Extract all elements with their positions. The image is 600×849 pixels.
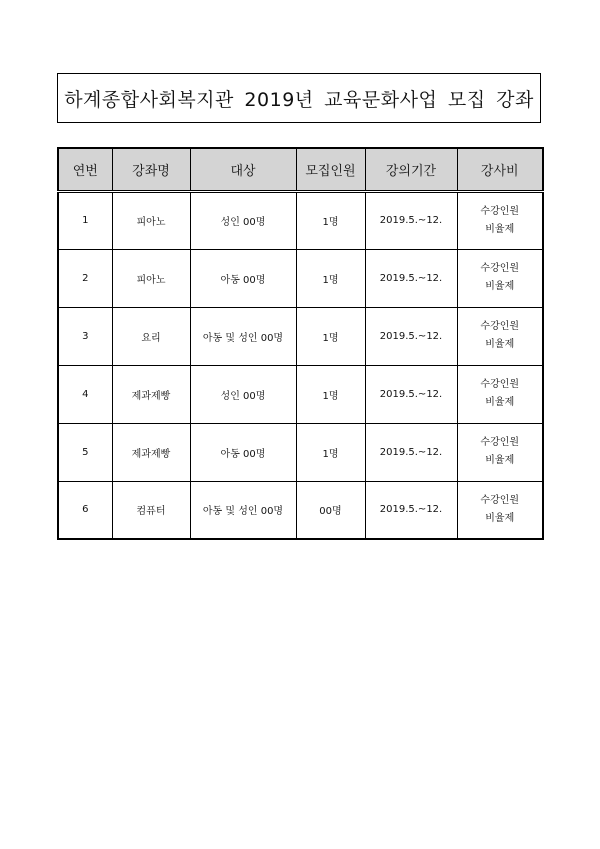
- cell-course: 요리: [112, 307, 190, 365]
- fee-line-2: 비율제: [485, 339, 515, 350]
- table-row: [58, 307, 543, 365]
- cell-course: 피아노: [112, 191, 190, 249]
- header-capacity: 모집인원: [296, 148, 365, 191]
- fee-line-1: 수강인원: [480, 379, 520, 390]
- course-table: [57, 147, 544, 540]
- title-box: [57, 73, 541, 123]
- header-course: 강좌명: [112, 148, 190, 191]
- cell-target: 아동 00명: [190, 423, 296, 481]
- cell-no: 4: [58, 365, 112, 423]
- table-row: [58, 423, 543, 481]
- cell-target: 아동 및 성인 00명: [190, 307, 296, 365]
- header-period: 강의기간: [365, 148, 457, 191]
- header-target: 대상: [190, 148, 296, 191]
- cell-target: 아동 00명: [190, 249, 296, 307]
- cell-course: 컴퓨터: [112, 481, 190, 539]
- cell-course: 제과제빵: [112, 423, 190, 481]
- cell-fee: [457, 191, 543, 249]
- table-row: [58, 249, 543, 307]
- page-title: 하계종합사회복지관 2019년 교육문화사업 모집 강좌: [64, 88, 534, 111]
- fee-line-1: 수강인원: [480, 263, 520, 274]
- cell-target: 아동 및 성인 00명: [190, 481, 296, 539]
- cell-period: 2019.5.~12.: [365, 481, 457, 539]
- cell-fee: [457, 307, 543, 365]
- table-row: [58, 365, 543, 423]
- cell-no: 3: [58, 307, 112, 365]
- fee-line-2: 비율제: [485, 281, 515, 292]
- cell-fee: [457, 365, 543, 423]
- cell-target: 성인 00명: [190, 191, 296, 249]
- cell-period: 2019.5.~12.: [365, 191, 457, 249]
- cell-target: 성인 00명: [190, 365, 296, 423]
- header-no: 연번: [58, 148, 112, 191]
- cell-fee: [457, 249, 543, 307]
- cell-capacity: 1명: [296, 191, 365, 249]
- cell-course: 제과제빵: [112, 365, 190, 423]
- cell-period: 2019.5.~12.: [365, 423, 457, 481]
- cell-capacity: 1명: [296, 249, 365, 307]
- table-row: [58, 191, 543, 249]
- cell-capacity: 1명: [296, 365, 365, 423]
- fee-line-2: 비율제: [485, 223, 515, 235]
- cell-period: 2019.5.~12.: [365, 307, 457, 365]
- cell-fee: [457, 423, 543, 481]
- fee-line-2: 비율제: [485, 455, 515, 466]
- fee-line-1: 수강인원: [480, 205, 520, 217]
- fee-line-1: 수강인원: [480, 494, 520, 506]
- cell-no: 1: [58, 191, 112, 249]
- fee-line-1: 수강인원: [480, 437, 520, 448]
- cell-period: 2019.5.~12.: [365, 365, 457, 423]
- cell-capacity: 1명: [296, 307, 365, 365]
- fee-line-2: 비율제: [485, 512, 515, 524]
- cell-no: 5: [58, 423, 112, 481]
- table-header-row: [58, 148, 543, 191]
- cell-period: 2019.5.~12.: [365, 249, 457, 307]
- cell-no: 6: [58, 481, 112, 539]
- fee-line-1: 수강인원: [480, 321, 520, 332]
- fee-line-2: 비율제: [485, 397, 515, 408]
- cell-fee: [457, 481, 543, 539]
- cell-capacity: 1명: [296, 423, 365, 481]
- cell-capacity: 00명: [296, 481, 365, 539]
- cell-course: 피아노: [112, 249, 190, 307]
- cell-no: 2: [58, 249, 112, 307]
- table-row: [58, 481, 543, 539]
- header-fee: 강사비: [457, 148, 543, 191]
